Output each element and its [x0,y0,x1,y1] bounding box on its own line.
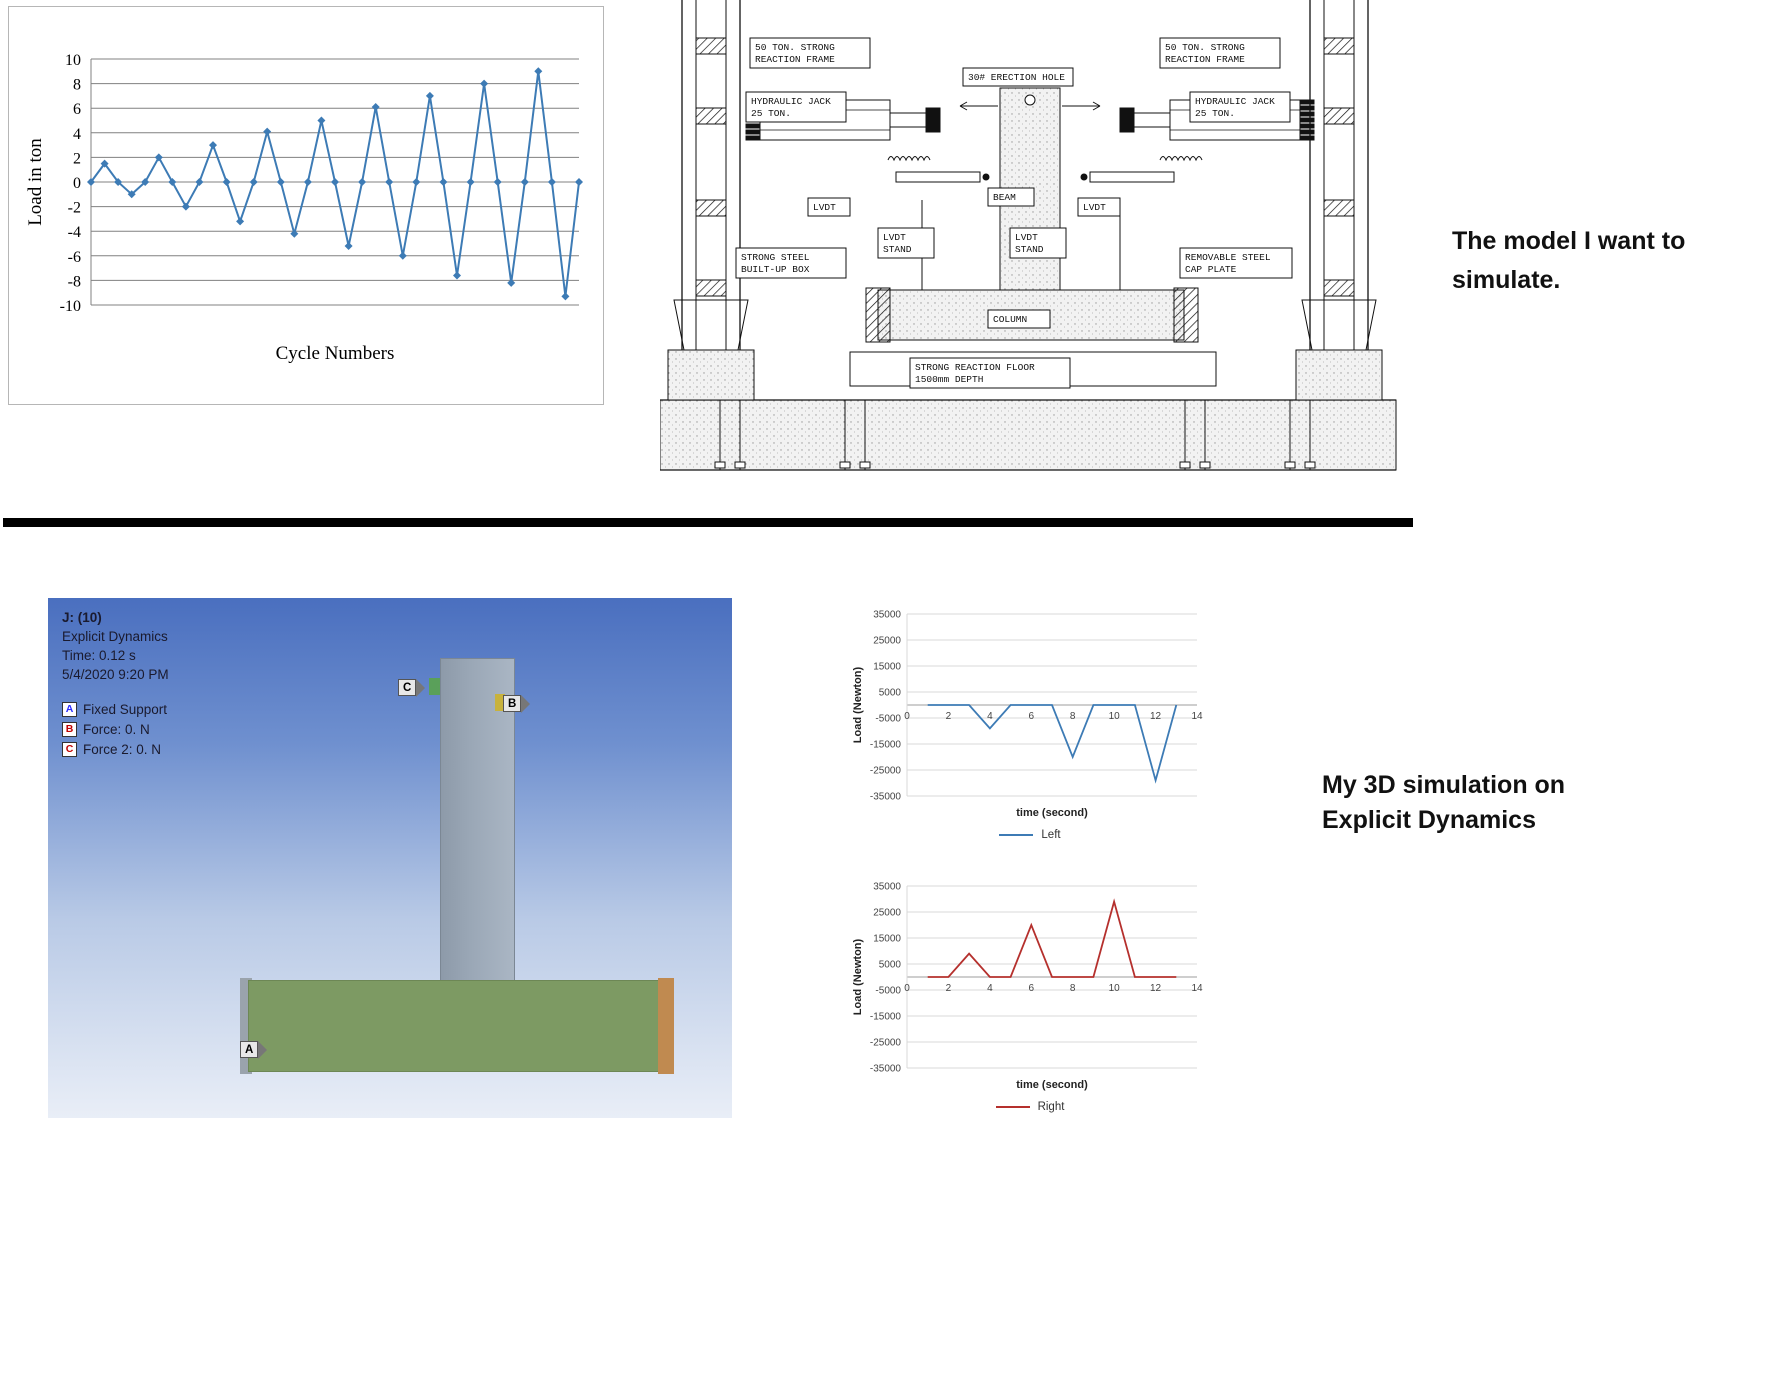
svg-text:25000: 25000 [873,907,901,919]
legend-label-left: Left [1041,829,1061,841]
svg-text:BUILT-UP BOX: BUILT-UP BOX [741,264,810,275]
svg-text:-5000: -5000 [875,985,901,997]
svg-text:14: 14 [1191,711,1203,722]
svg-text:8: 8 [1069,711,1076,722]
annotation-marker-c-arrow [416,679,425,697]
legend-item-force2 [62,740,169,759]
svg-text:time (second): time (second) [1016,807,1088,819]
svg-text:4: 4 [987,711,993,722]
caption-simulation: My 3D simulation on Explicit Dynamics [1322,771,1566,834]
svg-text:COLUMN: COLUMN [993,314,1028,325]
geometry-beam[interactable] [248,980,672,1072]
annotation-marker-a[interactable] [240,1040,267,1059]
annotation-marker-a-label: A [240,1041,258,1058]
svg-text:-15000: -15000 [869,1011,901,1023]
svg-text:-6: -6 [67,248,81,266]
svg-text:14: 14 [1191,983,1203,994]
svg-text:-10: -10 [59,298,81,315]
load-tab-c-stub [429,678,440,695]
svg-text:35000: 35000 [873,609,901,621]
svg-text:Load (Newton): Load (Newton) [852,666,864,744]
annotation-marker-c-label: C [398,679,416,696]
left-chart-legend [845,829,1215,841]
svg-text:15000: 15000 [873,661,901,673]
svg-text:10: 10 [1108,711,1120,722]
svg-text:-15000: -15000 [869,739,901,751]
legend-swatch-left [999,834,1033,836]
svg-text:25 TON.: 25 TON. [1195,108,1235,119]
svg-text:4: 4 [987,983,993,994]
job-title: J: (10) [62,610,102,625]
annotation-marker-a-arrow [258,1041,267,1059]
simulation-viewport[interactable] [48,598,732,1118]
legend-tag-a: A [62,702,77,717]
svg-text:10: 10 [65,52,81,69]
svg-text:Cycle Numbers: Cycle Numbers [275,343,395,364]
svg-text:BEAM: BEAM [993,192,1016,203]
svg-text:REACTION FRAME: REACTION FRAME [755,54,835,65]
svg-text:25000: 25000 [873,635,901,647]
caption-model: The model I want to simulate. [1452,227,1686,294]
svg-text:-5000: -5000 [875,713,901,725]
simulation-legend [62,608,169,759]
svg-text:10: 10 [1108,983,1120,994]
svg-text:0: 0 [904,983,910,994]
svg-text:25 TON.: 25 TON. [751,108,791,119]
svg-text:0: 0 [904,711,910,722]
geometry-beam-right-cap[interactable] [658,978,674,1074]
right-chart-legend [845,1101,1215,1113]
legend-label-a: Fixed Support [83,701,168,717]
annotation-marker-b[interactable] [503,694,530,713]
section-divider [3,518,1413,527]
time-label: Time: 0.12 s [62,648,136,664]
svg-text:12: 12 [1150,711,1162,722]
annotation-marker-b-arrow [521,695,530,713]
svg-text:LVDT: LVDT [883,232,906,243]
svg-text:time (second): time (second) [1016,1079,1088,1091]
svg-text:-25000: -25000 [869,1037,901,1049]
svg-text:2: 2 [945,983,952,994]
svg-text:Load in ton: Load in ton [25,138,46,226]
svg-text:Load (Newton): Load (Newton) [852,938,864,1016]
legend-item-force [62,720,169,739]
cyclic-loading-chart [9,7,603,404]
annotation-marker-c[interactable] [398,678,425,697]
svg-text:6: 6 [1028,983,1035,994]
test-setup-drawing-panel [660,0,1400,495]
legend-label-right: Right [1037,1101,1065,1113]
svg-text:6: 6 [1028,711,1035,722]
svg-text:8: 8 [73,76,81,94]
legend-tag-b: B [62,722,77,737]
right-reaction-chart [845,872,1215,1094]
svg-text:STRONG STEEL: STRONG STEEL [741,252,810,263]
svg-text:LVDT: LVDT [1015,232,1038,243]
svg-text:2: 2 [73,150,81,168]
legend-swatch-right [996,1106,1030,1108]
svg-text:50 TON. STRONG: 50 TON. STRONG [1165,42,1245,53]
legend-item-fixed-support [62,700,169,719]
svg-text:2: 2 [945,711,952,722]
svg-text:STAND: STAND [883,244,912,255]
svg-text:-35000: -35000 [869,1063,901,1075]
svg-text:-35000: -35000 [869,791,901,803]
left-reaction-chart [845,600,1215,822]
svg-text:5000: 5000 [878,959,901,971]
svg-text:1500mm DEPTH: 1500mm DEPTH [915,374,984,385]
annotation-marker-b-label: B [503,695,521,712]
legend-spacer [62,685,169,699]
svg-text:HYDRAULIC JACK: HYDRAULIC JACK [1195,96,1275,107]
svg-text:35000: 35000 [873,881,901,893]
legend-label-b: Force: 0. N [83,721,150,737]
svg-text:0: 0 [73,175,81,192]
legend-label-c: Force 2: 0. N [83,741,162,757]
test-setup-drawing [660,0,1400,495]
svg-text:15000: 15000 [873,933,901,945]
svg-text:REACTION FRAME: REACTION FRAME [1165,54,1245,65]
svg-text:50 TON. STRONG: 50 TON. STRONG [755,42,835,53]
svg-text:-4: -4 [67,224,81,242]
svg-text:6: 6 [73,101,81,119]
svg-text:STRONG REACTION FLOOR: STRONG REACTION FLOOR [915,362,1035,373]
left-reaction-chart-panel [845,600,1215,850]
legend-tag-c: C [62,742,77,757]
svg-text:8: 8 [1069,983,1076,994]
timestamp: 5/4/2020 9:20 PM [62,667,169,683]
analysis-type: Explicit Dynamics [62,629,168,645]
svg-text:-2: -2 [67,199,81,217]
svg-text:REMOVABLE STEEL: REMOVABLE STEEL [1185,252,1271,263]
svg-text:12: 12 [1150,983,1162,994]
svg-text:LVDT: LVDT [1083,202,1106,213]
svg-text:CAP PLATE: CAP PLATE [1185,264,1237,275]
svg-text:HYDRAULIC JACK: HYDRAULIC JACK [751,96,831,107]
svg-text:30# ERECTION HOLE: 30# ERECTION HOLE [968,72,1065,83]
cyclic-loading-chart-panel [8,6,604,405]
svg-text:LVDT: LVDT [813,202,836,213]
svg-text:4: 4 [73,125,81,143]
svg-text:STAND: STAND [1015,244,1044,255]
svg-text:-25000: -25000 [869,765,901,777]
svg-text:-8: -8 [67,273,81,291]
svg-text:5000: 5000 [878,687,901,699]
right-reaction-chart-panel [845,872,1215,1122]
